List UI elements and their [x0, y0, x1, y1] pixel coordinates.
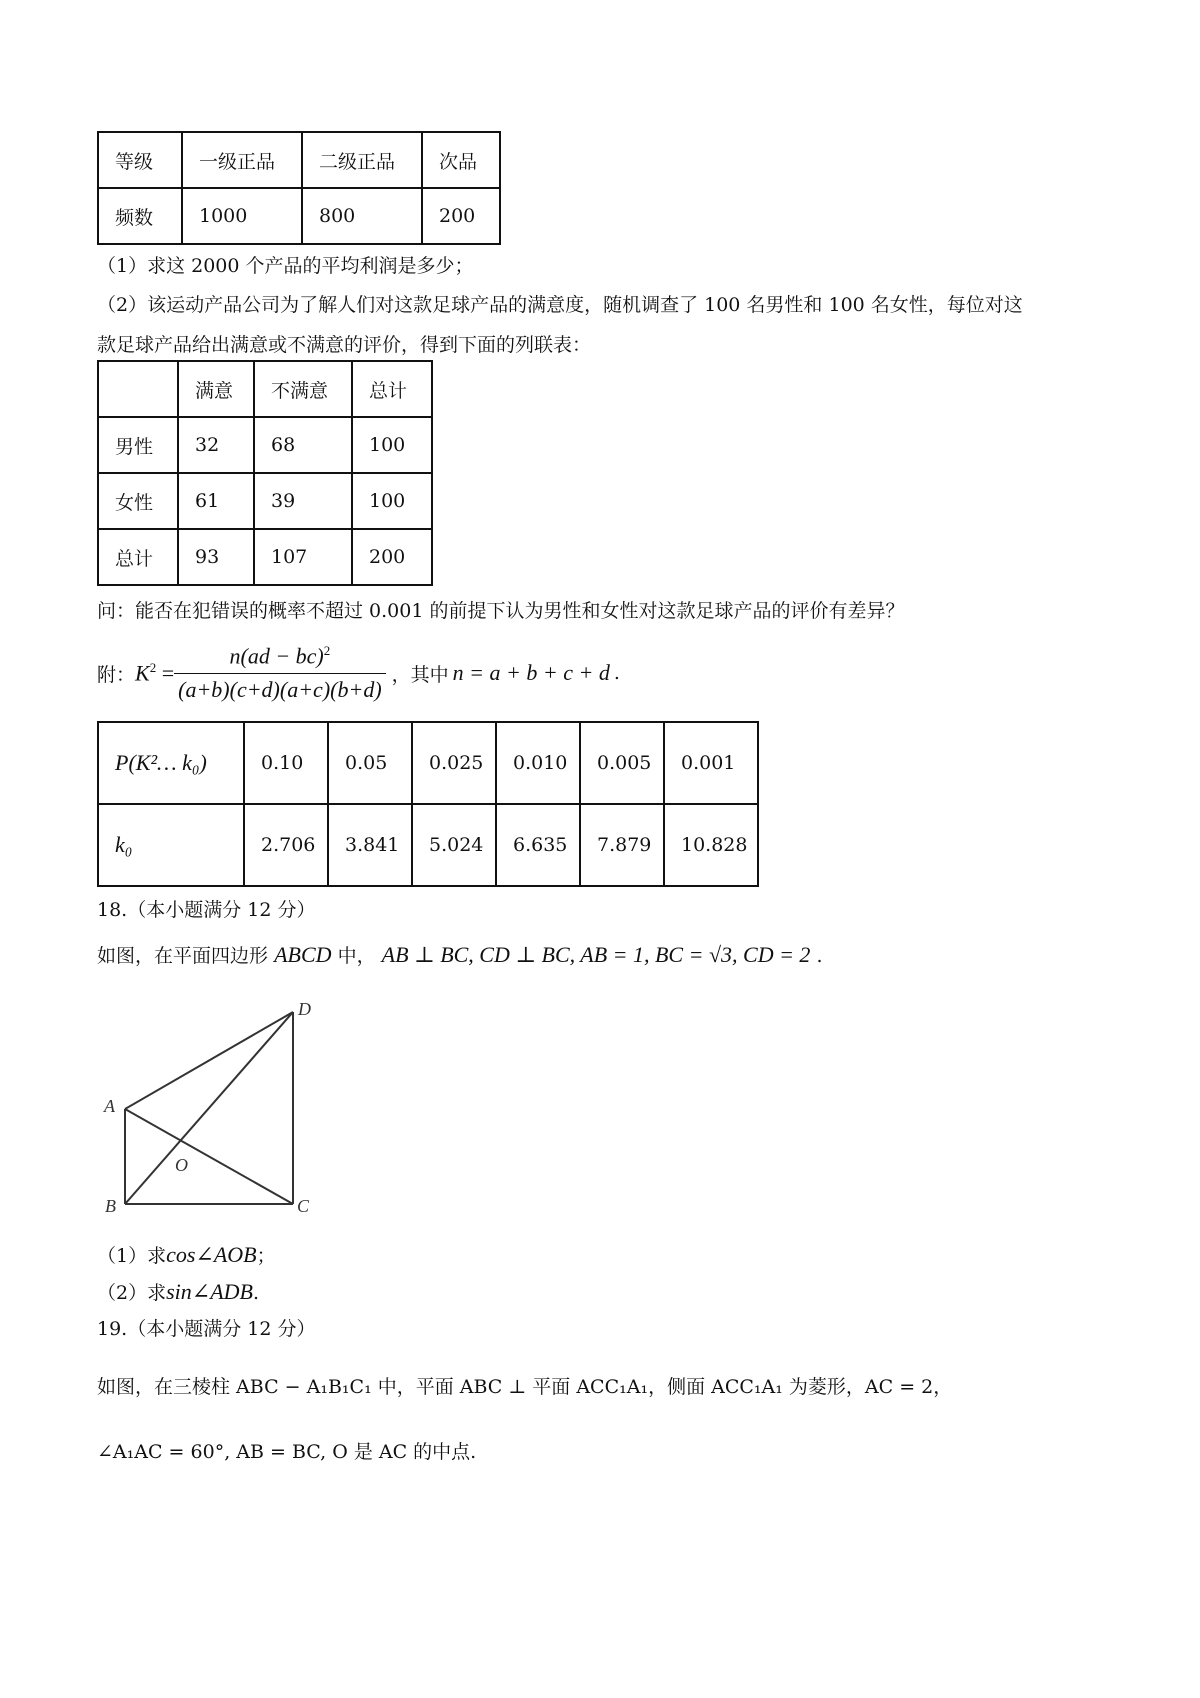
label-d: D [298, 999, 311, 1019]
contingency-row-label: 男性 [98, 417, 178, 473]
q18-part2-expr: sin∠ADB [166, 1279, 253, 1304]
contingency-value-cell: 100 [352, 417, 432, 473]
grade-header-cell: 次品 [422, 132, 500, 188]
k-value-cell: 2.706 [244, 804, 328, 886]
q17-part2-line1: （2）该运动产品公司为了解人们对这款足球产品的满意度，随机调查了 100 名男性和 100 名女性，每位对这 [97, 294, 1023, 316]
q18-part1-end: ； [256, 1245, 276, 1267]
contingency-value-cell: 200 [352, 529, 432, 585]
formula-denominator: (a+b)(c+d)(a+c)(b+d) [174, 673, 386, 703]
q19-line2: ∠A₁AC = 60°, AB = BC, O 是 AC 的中点. [97, 1441, 477, 1463]
appendix-prefix: 附： [97, 663, 136, 686]
contingency-value-cell: 39 [254, 473, 352, 529]
k-value-cell: 3.841 [328, 804, 412, 886]
appendix-formula [97, 640, 620, 706]
q19-line1: 如图，在三棱柱 ABC − A₁B₁C₁ 中，平面 ABC ⊥ 平面 ACC₁A₁，侧面 ACC₁A₁ 为菱形，AC = 2， [97, 1376, 953, 1398]
p-value-cell: 0.005 [580, 722, 664, 804]
label-o: O [175, 1155, 188, 1175]
q18-intro [97, 941, 823, 968]
contingency-header-cell: 总计 [352, 361, 432, 417]
grade-value-cell: 200 [422, 188, 500, 244]
grade-frequency-table [97, 131, 501, 245]
q18-intro-end: . [816, 945, 823, 967]
contingency-value-cell: 32 [178, 417, 254, 473]
grade-header-cell: 二级正品 [302, 132, 422, 188]
p-value-cell: 0.10 [244, 722, 328, 804]
grade-header-cell: 等级 [98, 132, 182, 188]
p-label-text: P(K²… k₀) [115, 750, 207, 775]
q18-title: 18.（本小题满分 12 分） [97, 899, 316, 921]
contingency-header-cell: 满意 [178, 361, 254, 417]
p-value-cell: 0.001 [664, 722, 758, 804]
formula-fraction [174, 643, 386, 702]
q18-intro-mid: 中， [337, 945, 376, 967]
label-c: C [297, 1196, 310, 1215]
q18-intro-prefix: 如图，在平面四边形 [97, 945, 269, 967]
label-b: B [105, 1196, 116, 1215]
appendix-end: . [613, 662, 620, 684]
q17-part1: （1）求这 2000 个产品的平均利润是多少； [97, 255, 474, 277]
grade-header-cell: 一级正品 [182, 132, 302, 188]
q17-part2-line2: 款足球产品给出满意或不满意的评价，得到下面的列联表： [97, 334, 592, 356]
contingency-value-cell: 68 [254, 417, 352, 473]
contingency-value-cell: 100 [352, 473, 432, 529]
q18-part1 [97, 1241, 276, 1268]
formula-numerator-text: n(ad − bc) [229, 643, 324, 669]
k-critical-table [97, 721, 759, 887]
k-value-cell: 6.635 [496, 804, 580, 886]
formula-lhs: $K^2$ = [135, 659, 175, 686]
contingency-row-label: 女性 [98, 473, 178, 529]
appendix-where-formula: n = a + b + c + d [452, 660, 610, 685]
formula-numerator: n(ad − bc)$^2$ [229, 643, 331, 669]
contingency-value-cell: 93 [178, 529, 254, 585]
contingency-header-cell [98, 361, 178, 417]
q18-quad-name: ABCD [274, 942, 332, 967]
p-value-cell: 0.05 [328, 722, 412, 804]
k-value-cell: 5.024 [412, 804, 496, 886]
q19-title: 19.（本小题满分 12 分） [97, 1318, 316, 1340]
segment-da [125, 1012, 293, 1109]
grade-value-cell: 1000 [182, 188, 302, 244]
q18-part2 [97, 1278, 259, 1305]
appendix-where: ，其中 [391, 663, 449, 686]
q18-part2-end: . [252, 1282, 260, 1304]
diagonal-ac [125, 1109, 293, 1204]
contingency-value-cell: 107 [254, 529, 352, 585]
k-label-text: k₀ [115, 832, 133, 857]
p-value-cell: 0.010 [496, 722, 580, 804]
diagonal-bd [125, 1012, 293, 1204]
grade-row-label: 频数 [98, 188, 182, 244]
contingency-table [97, 360, 433, 586]
k-value-cell: 10.828 [664, 804, 758, 886]
q18-part1-expr: cos∠AOB [166, 1242, 257, 1267]
formula-lhs-k: K [135, 660, 150, 686]
grade-value-cell: 800 [302, 188, 422, 244]
k-table-k-label [98, 804, 244, 886]
contingency-header-cell: 不满意 [254, 361, 352, 417]
quadrilateral-figure [95, 995, 325, 1215]
q18-part2-prefix: （2）求 [97, 1282, 167, 1304]
contingency-value-cell: 61 [178, 473, 254, 529]
k-table-p-label [98, 722, 244, 804]
k-value-cell: 7.879 [580, 804, 664, 886]
p-value-cell: 0.025 [412, 722, 496, 804]
label-a: A [104, 1096, 115, 1116]
q18-conditions: AB ⊥ BC, CD ⊥ BC, AB = 1, BC = √3, CD = 2 [381, 942, 811, 967]
q18-part1-prefix: （1）求 [97, 1245, 167, 1267]
contingency-row-label: 总计 [98, 529, 178, 585]
question-text: 问：能否在犯错误的概率不超过 0.001 的前提下认为男性和女性对这款足球产品的评价有差异？ [97, 600, 905, 622]
